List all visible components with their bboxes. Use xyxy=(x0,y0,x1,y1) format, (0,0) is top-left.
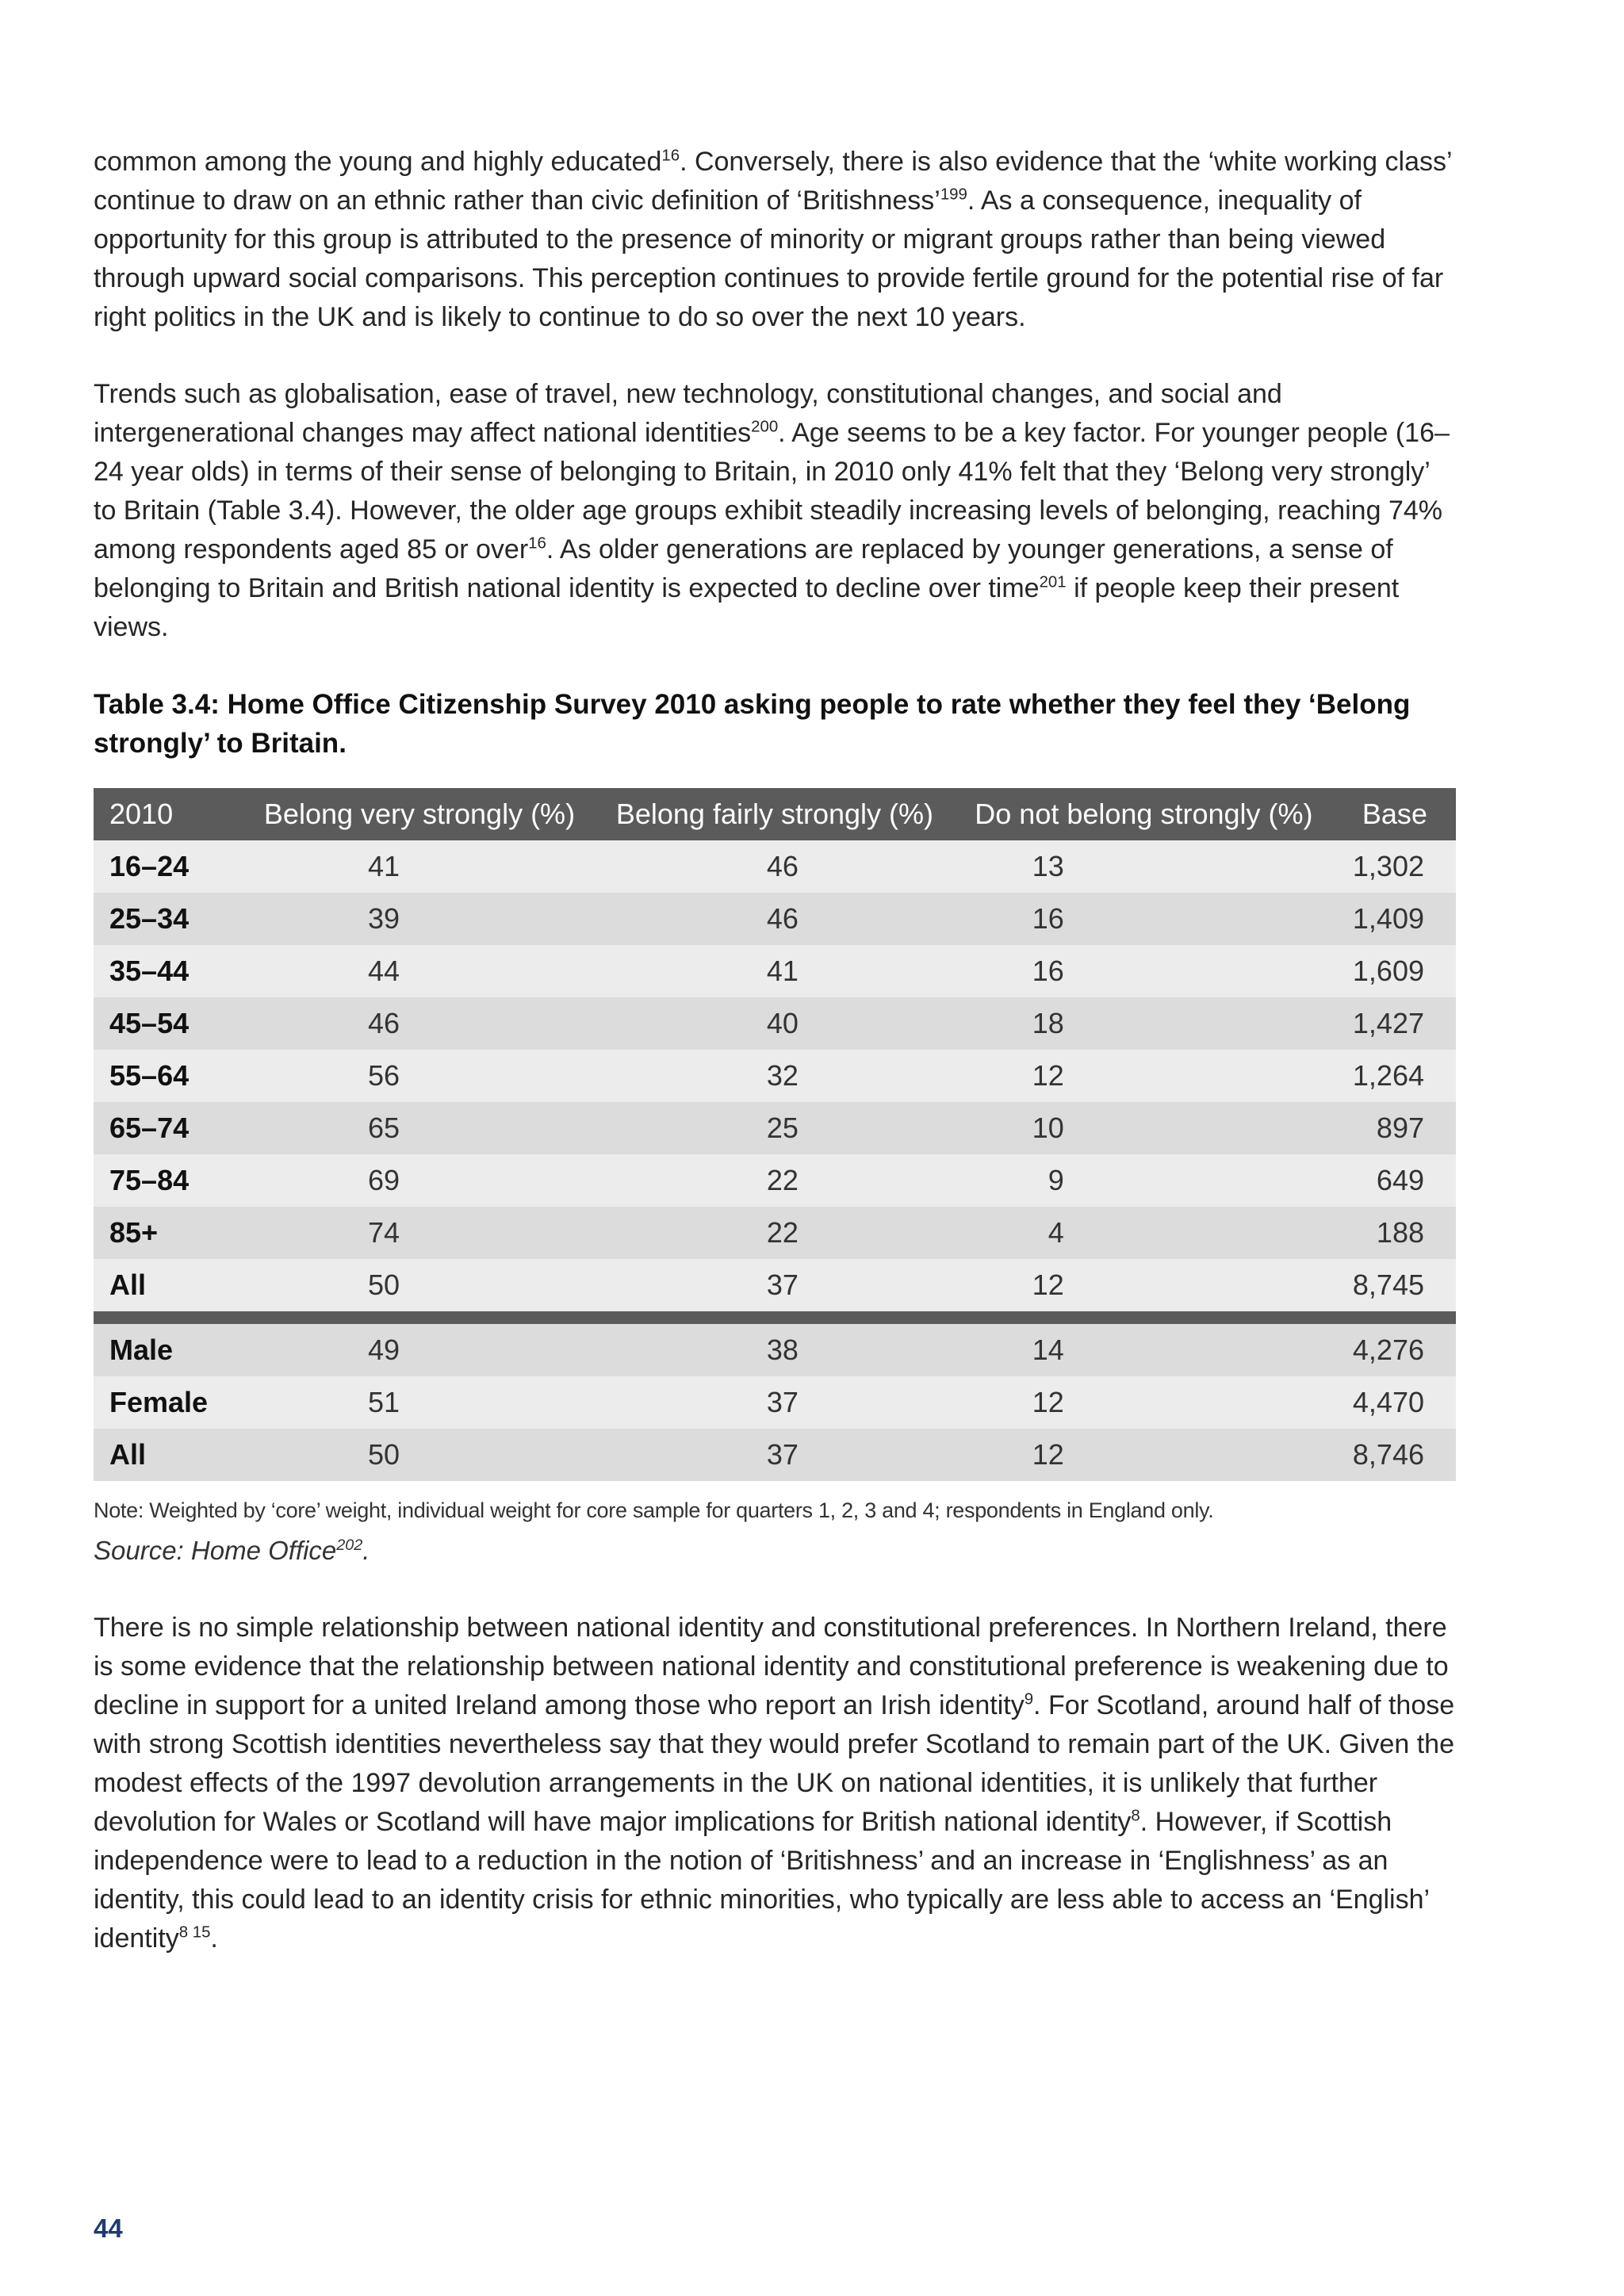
text-run: . For Scotland, around half of those with strong Scottish identities nevertheless say that they would prefer Scotland to remain part of the UK. Given the modest effects of the 1997 devolution arrangements in the UK on national identities, it is unlikely that further devolution for Wales or Scotland will have major implications for British national identity xyxy=(94,1690,1455,1837)
table-row xyxy=(94,840,1456,893)
paragraph-3 xyxy=(94,1609,1456,1958)
table-row xyxy=(94,1154,1456,1207)
text-run: . xyxy=(210,1923,218,1954)
table-cell: 22 xyxy=(596,1207,954,1259)
table-cell: 4 xyxy=(954,1207,1334,1259)
table-cell: 1,409 xyxy=(1334,893,1456,945)
table-cell: 4,276 xyxy=(1334,1324,1456,1376)
table-cell: 69 xyxy=(243,1154,596,1207)
row-label: All xyxy=(94,1259,243,1311)
row-label: Female xyxy=(94,1376,243,1429)
table-cell: 49 xyxy=(243,1324,596,1376)
table-row xyxy=(94,1050,1456,1102)
belonging-table xyxy=(94,788,1456,1481)
table-cell: 188 xyxy=(1334,1207,1456,1259)
table-cell: 4,470 xyxy=(1334,1376,1456,1429)
footnote-ref: 200 xyxy=(751,418,779,436)
table-cell: 14 xyxy=(954,1324,1334,1376)
row-label: 65–74 xyxy=(94,1102,243,1154)
table-row xyxy=(94,945,1456,997)
text-run: . However, if Scottish independence were to lead to a reduction in the notion of ‘Britishness’ and an increase in ‘Englishness’ as an identity, this could lead to an identity crisis for ethnic minorities, who typically are less able to access an ‘English’ identity xyxy=(94,1807,1429,1954)
row-label: 16–24 xyxy=(94,840,243,893)
page-content xyxy=(94,143,1456,1996)
text-run: Trends such as globalisation, ease of travel, new technology, constitutional changes, and social and intergenerational changes may affect national identities xyxy=(94,379,1282,448)
text-run: . Age seems to be a key factor. For younger people (16–24 year olds) in terms of their sense of belonging to Britain, in 2010 only 41% felt that they ‘Belong very strongly’ to Britain (Table 3.4). However, the older age groups exhibit steadily increasing levels of belonging, reaching 74% among respondents aged 85 or over xyxy=(94,418,1450,564)
table-cell: 37 xyxy=(596,1376,954,1429)
table-cell: 12 xyxy=(954,1050,1334,1102)
table-separator xyxy=(94,1311,1456,1324)
table-cell: 41 xyxy=(243,840,596,893)
table-row xyxy=(94,1324,1456,1376)
paragraph-2 xyxy=(94,375,1456,647)
table-cell: 9 xyxy=(954,1154,1334,1207)
table-cell: 65 xyxy=(243,1102,596,1154)
table-cell: 8,746 xyxy=(1334,1429,1456,1481)
table-cell: 22 xyxy=(596,1154,954,1207)
table-cell: 12 xyxy=(954,1429,1334,1481)
footnote-ref: 8 xyxy=(1131,1807,1140,1825)
footnote-ref: 199 xyxy=(940,186,967,204)
text-run: . Conversely, there is also evidence that the ‘white working class’ continue to draw on an ethnic rather than civic definition of ‘Britishness’ xyxy=(94,147,1452,216)
row-label: 45–54 xyxy=(94,997,243,1050)
table-cell: 1,609 xyxy=(1334,945,1456,997)
column-header: 2010 xyxy=(94,788,243,840)
row-label: 85+ xyxy=(94,1207,243,1259)
table-cell: 10 xyxy=(954,1102,1334,1154)
table-cell: 16 xyxy=(954,945,1334,997)
table-row xyxy=(94,1376,1456,1429)
table-row xyxy=(94,997,1456,1050)
row-label: 55–64 xyxy=(94,1050,243,1102)
table-cell: 39 xyxy=(243,893,596,945)
table-cell: 18 xyxy=(954,997,1334,1050)
text-run: . As a consequence, inequality of opportunity for this group is attributed to the presence of minority or migrant groups rather than being viewed through upward social comparisons. This perception continues to provide fertile ground for the potential rise of far right politics in the UK and is likely to continue to do so over the next 10 years. xyxy=(94,186,1444,332)
table-row xyxy=(94,1429,1456,1481)
table-cell: 649 xyxy=(1334,1154,1456,1207)
text-run: . As older generations are replaced by younger generations, a sense of belonging to Britain and British national identity is expected to decline over time xyxy=(94,534,1393,603)
table-cell: 46 xyxy=(243,997,596,1050)
footnote-ref: 201 xyxy=(1039,573,1067,591)
table-cell: 1,264 xyxy=(1334,1050,1456,1102)
table-source xyxy=(94,1536,1456,1566)
table-cell: 8,745 xyxy=(1334,1259,1456,1311)
table-row xyxy=(94,1102,1456,1154)
text-run: There is no simple relationship between national identity and constitutional preferences. In Northern Ireland, there is some evidence that the relationship between national identity and constitutional preference is weakening due to decline in support for a united Ireland among those who report an Irish identity xyxy=(94,1613,1449,1720)
table-cell: 50 xyxy=(243,1259,596,1311)
text-run: if people keep their present views. xyxy=(94,573,1400,642)
table-cell: 44 xyxy=(243,945,596,997)
row-label: 75–84 xyxy=(94,1154,243,1207)
table-row xyxy=(94,1259,1456,1311)
source-text: Source: Home Office xyxy=(94,1536,337,1565)
table-cell: 13 xyxy=(954,840,1334,893)
table-caption: Table 3.4: Home Office Citizenship Survey 2010 asking people to rate whether they feel they ‘Belong strongly’ to Britain. xyxy=(94,689,1411,759)
paragraph-1 xyxy=(94,143,1456,337)
table-cell: 12 xyxy=(954,1259,1334,1311)
table-row xyxy=(94,1207,1456,1259)
row-label: Male xyxy=(94,1324,243,1376)
table-cell: 1,302 xyxy=(1334,840,1456,893)
separator-bar xyxy=(94,1311,1456,1324)
footnote-ref: 9 xyxy=(1024,1690,1034,1709)
text-run: common among the young and highly educated xyxy=(94,147,662,177)
footnote-ref: 8 15 xyxy=(178,1923,211,1942)
table-row xyxy=(94,893,1456,945)
row-label: 25–34 xyxy=(94,893,243,945)
column-header: Belong very strongly (%) xyxy=(243,788,596,840)
table-cell: 1,427 xyxy=(1334,997,1456,1050)
column-header: Do not belong strongly (%) xyxy=(954,788,1334,840)
table-cell: 56 xyxy=(243,1050,596,1102)
table-cell: 41 xyxy=(596,945,954,997)
column-header: Base xyxy=(1334,788,1456,840)
table-cell: 50 xyxy=(243,1429,596,1481)
table-cell: 40 xyxy=(596,997,954,1050)
table-note: Note: Weighted by ‘core’ weight, individual weight for core sample for quarters 1, 2, 3 and 4; respondents in England only. xyxy=(94,1498,1214,1522)
table-cell: 37 xyxy=(596,1429,954,1481)
row-label: All xyxy=(94,1429,243,1481)
footnote-ref: 16 xyxy=(528,534,546,553)
source-end: . xyxy=(362,1536,370,1565)
footnote-ref: 202 xyxy=(336,1536,363,1554)
table-cell: 51 xyxy=(243,1376,596,1429)
table-cell: 38 xyxy=(596,1324,954,1376)
table-cell: 32 xyxy=(596,1050,954,1102)
table-cell: 16 xyxy=(954,893,1334,945)
table-cell: 12 xyxy=(954,1376,1334,1429)
row-label: 35–44 xyxy=(94,945,243,997)
table-cell: 25 xyxy=(596,1102,954,1154)
table-cell: 897 xyxy=(1334,1102,1456,1154)
table-header-row xyxy=(94,788,1456,840)
column-header: Belong fairly strongly (%) xyxy=(596,788,954,840)
table-cell: 46 xyxy=(596,893,954,945)
footnote-ref: 16 xyxy=(661,147,680,165)
table-cell: 46 xyxy=(596,840,954,893)
table-cell: 37 xyxy=(596,1259,954,1311)
table-cell: 74 xyxy=(243,1207,596,1259)
page-number: 44 xyxy=(94,2214,123,2243)
